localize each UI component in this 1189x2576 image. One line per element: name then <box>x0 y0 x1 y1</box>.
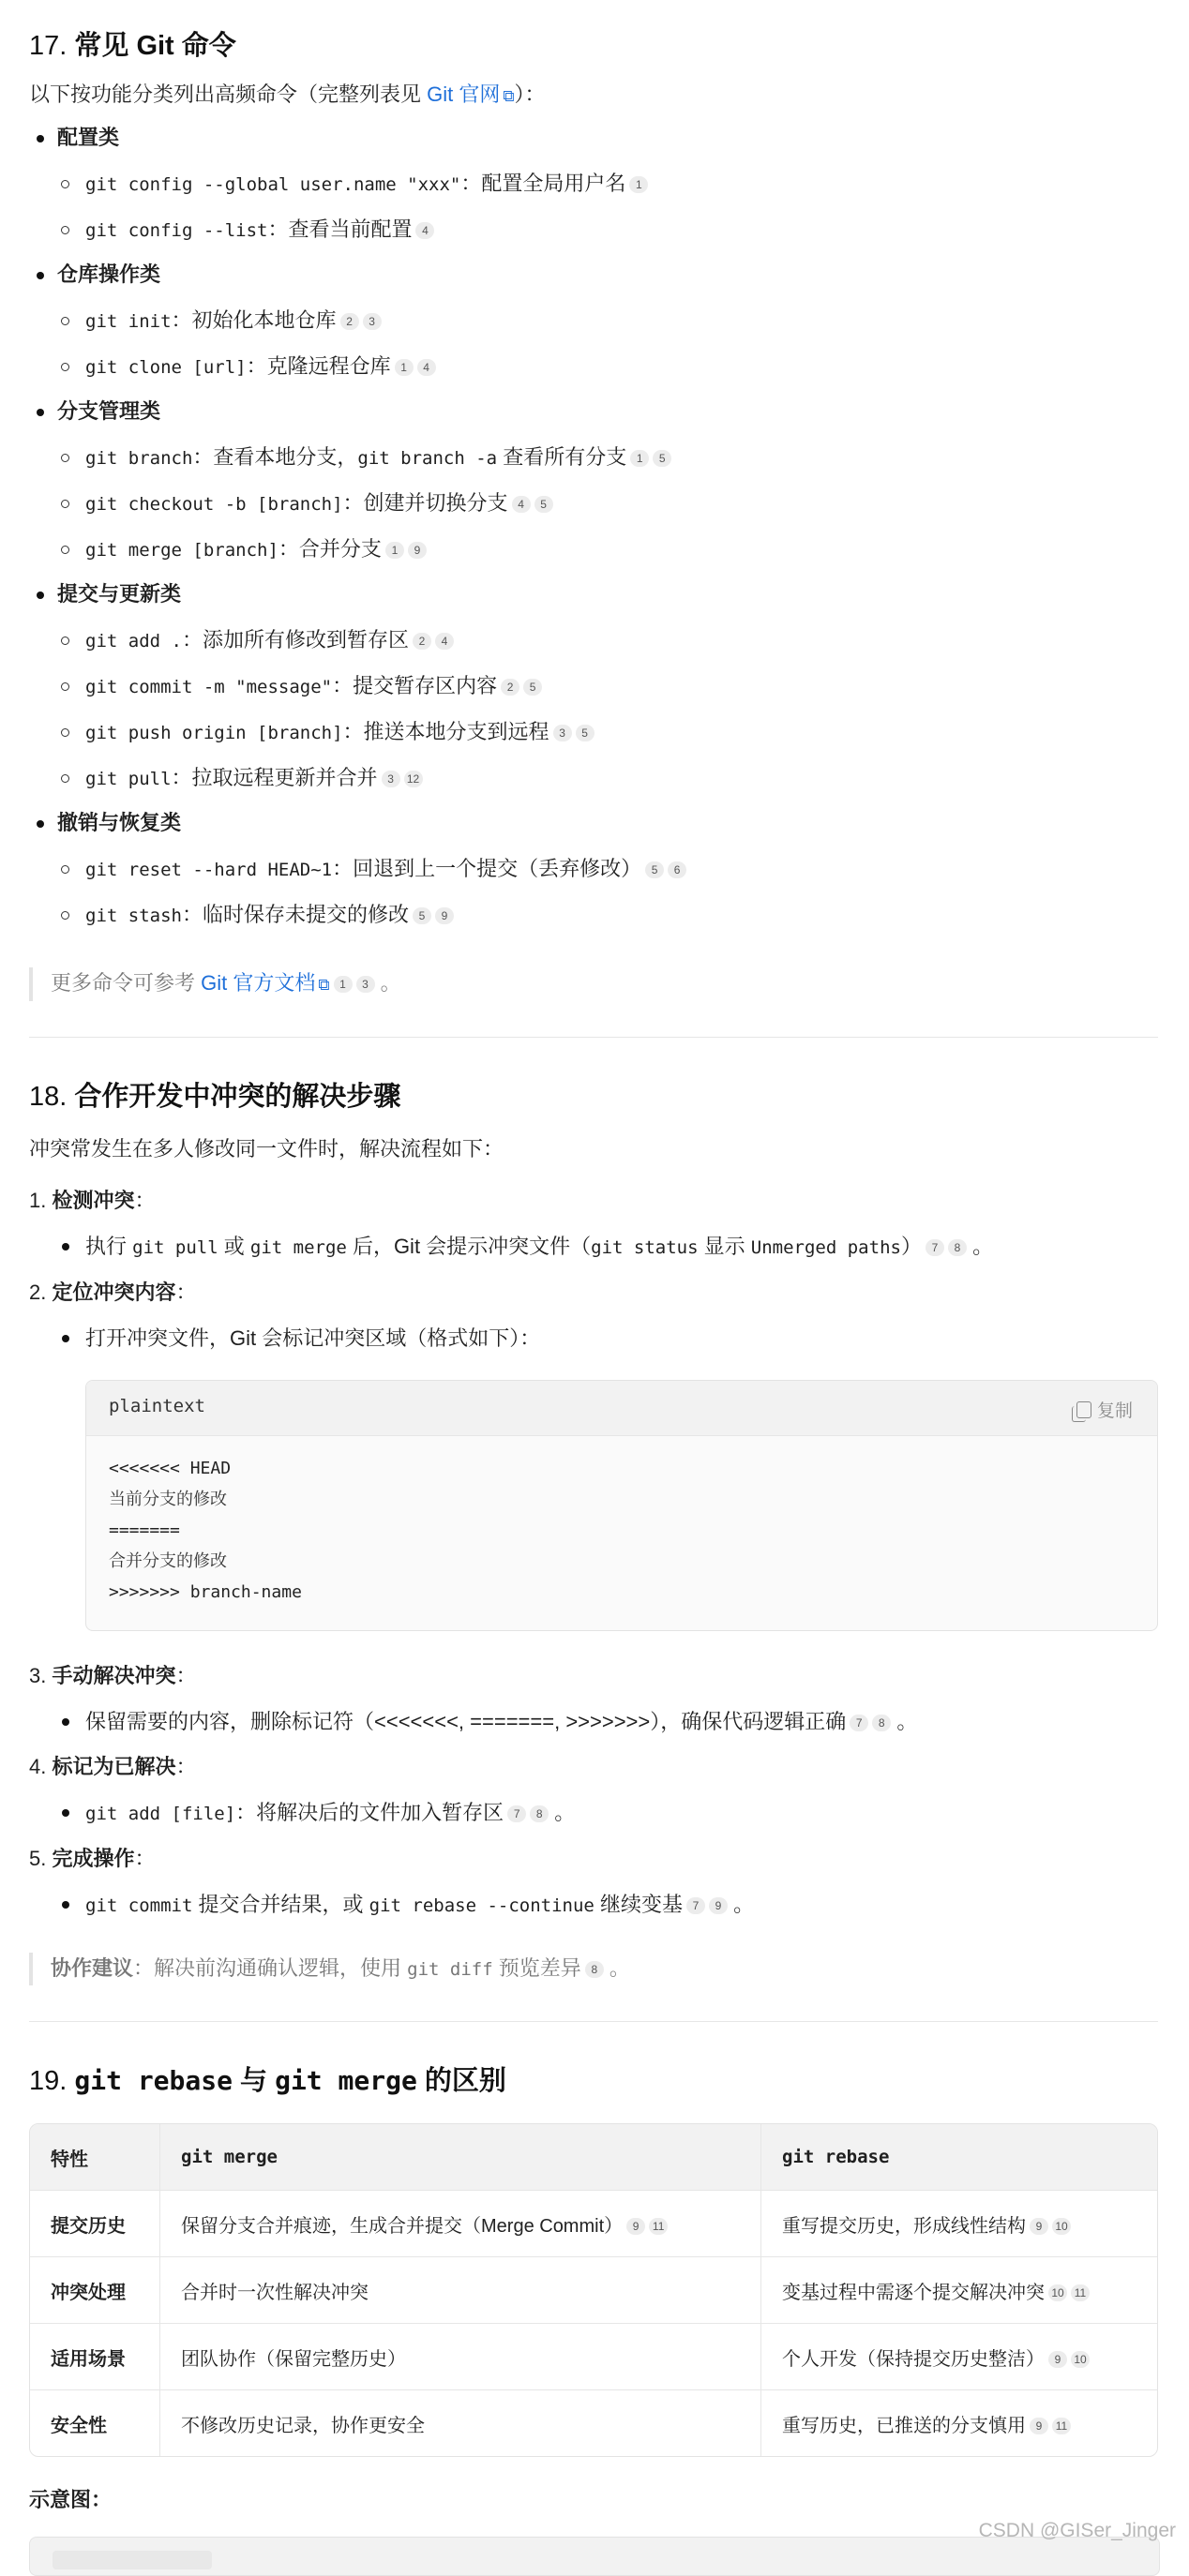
category-heading: 分支管理类 <box>29 397 160 427</box>
watermark: CSDN @GISer_Jinger <box>978 2520 1176 2541</box>
citation-badge[interactable]: 2 <box>501 679 519 696</box>
citation-badge[interactable]: 1 <box>385 542 404 559</box>
step-3-detail: 保留需要的内容，删除标记符（<<<<<<<, =======, >>>>>>>），确保代码逻辑正确 7 8 。 <box>29 1707 917 1737</box>
rebase-cell: 个人开发（保持提交历史整洁） 9 10 <box>760 2324 1157 2390</box>
category-heading: 提交与更新类 <box>29 579 181 609</box>
merge-cell: 不修改历史记录，协作更安全 <box>159 2390 760 2456</box>
feature-cell: 安全性 <box>51 2415 107 2436</box>
citation-badge[interactable]: 1 <box>630 450 649 467</box>
citation-badge[interactable]: 1 <box>334 976 353 993</box>
citation-badge[interactable]: 4 <box>512 496 531 513</box>
citation-badge[interactable]: 8 <box>530 1805 549 1822</box>
rebase-cell: 重写历史，已推送的分支慎用 9 11 <box>760 2390 1157 2456</box>
code-language-label: plaintext <box>109 1396 205 1416</box>
citation-badge[interactable]: 11 <box>1071 2284 1090 2301</box>
code-content <box>86 1436 1157 1625</box>
command-item: git checkout -b [branch]：创建并切换分支 4 5 <box>29 488 553 519</box>
citation-badge[interactable]: 1 <box>395 359 414 376</box>
command-item: git config --global user.name "xxx"：配置全局用户名 1 <box>29 169 648 200</box>
section-17-heading: 17. 常见 Git 命令 <box>29 31 236 61</box>
citation-badge[interactable]: 10 <box>1052 2218 1071 2235</box>
category-heading: 仓库操作类 <box>29 260 160 290</box>
command-item: git add .：添加所有修改到暂存区 2 4 <box>29 625 454 656</box>
code-block <box>85 1380 1158 1631</box>
command-item: git pull：拉取远程更新并合并 3 12 <box>29 763 423 794</box>
citation-badge[interactable]: 3 <box>553 725 572 741</box>
citation-badge[interactable]: 3 <box>382 771 400 787</box>
command-item: git merge [branch]：合并分支 1 9 <box>29 534 427 565</box>
merge-cell: 合并时一次性解决冲突 <box>159 2257 760 2324</box>
step-2-detail: 打开冲突文件，Git 会标记冲突区域（格式如下）： <box>29 1324 540 1354</box>
citation-badge[interactable]: 8 <box>872 1715 891 1731</box>
command-item: git push origin [branch]：推送本地分支到远程 3 5 <box>29 717 594 748</box>
citation-badge[interactable]: 8 <box>585 1961 604 1978</box>
citation-badge[interactable]: 9 <box>1048 2351 1067 2368</box>
external-link-icon: ⧉ <box>318 976 330 994</box>
table-row <box>30 2257 1157 2324</box>
feature-cell: 适用场景 <box>30 2324 159 2390</box>
table-row <box>30 2324 1157 2390</box>
citation-badge[interactable]: 10 <box>1048 2284 1067 2301</box>
command-item: git reset --hard HEAD~1：回退到上一个提交（丢弃修改） 5 6 <box>29 854 686 885</box>
git-website-link[interactable]: Git 官网 <box>427 82 501 106</box>
citation-badge[interactable]: 9 <box>709 1897 728 1914</box>
citation-badge[interactable]: 3 <box>356 976 375 993</box>
code-line: >>>>>>> branch-name <box>109 1582 302 1602</box>
citation-badge[interactable]: 6 <box>668 861 686 878</box>
citation-badge[interactable]: 7 <box>507 1805 526 1822</box>
citation-badge[interactable]: 5 <box>534 496 553 513</box>
step-5-detail: git commit 提交合并结果，或 git rebase --continue 继续变基 7 9 。 <box>29 1890 754 1921</box>
citation-badge[interactable]: 7 <box>926 1239 944 1256</box>
citation-badge[interactable]: 1 <box>629 176 648 193</box>
step-3-title: 3. 手动解决冲突： <box>29 1664 197 1687</box>
citation-badge[interactable]: 5 <box>413 907 431 924</box>
rebase-cell: 重写提交历史，形成线性结构 9 10 <box>760 2191 1157 2257</box>
step-1-title: 1. 检测冲突： <box>29 1189 156 1212</box>
citation-badge[interactable]: 9 <box>626 2218 645 2235</box>
citation-badge[interactable]: 11 <box>1052 2418 1071 2434</box>
git-docs-link[interactable]: Git 官方文档 <box>201 971 316 995</box>
citation-badge[interactable]: 2 <box>413 633 431 650</box>
divider <box>29 2021 1158 2022</box>
table-row <box>30 2191 1157 2257</box>
citation-badge[interactable]: 9 <box>1030 2418 1048 2434</box>
section-19-heading: 19. git rebase 与 git merge 的区别 <box>29 2065 506 2096</box>
code-line: ======= <box>109 1520 180 1540</box>
merge-cell: 保留分支合并痕迹，生成合并提交（Merge Commit） 9 11 <box>159 2191 760 2257</box>
divider <box>29 1037 1158 1038</box>
feature-cell: 提交历史 <box>30 2191 159 2257</box>
section-17-lead: 以下按功能分类列出高频命令（完整列表见 Git 官网 ⧉）： <box>29 80 546 112</box>
citation-badge[interactable]: 10 <box>1071 2351 1090 2368</box>
diagram-label: 示意图： <box>29 2488 113 2511</box>
rebase-cell: 变基过程中需逐个提交解决冲突 10 11 <box>760 2257 1157 2324</box>
command-item: git clone [url]：克隆远程仓库 1 4 <box>29 352 436 382</box>
citation-badge[interactable]: 4 <box>417 359 436 376</box>
step-4-detail: git add [file]：将解决后的文件加入暂存区 7 8 。 <box>29 1798 575 1829</box>
citation-badge[interactable]: 8 <box>948 1239 967 1256</box>
table-header-row <box>30 2124 1157 2191</box>
citation-badge[interactable]: 4 <box>435 633 454 650</box>
command-item: git commit -m "message"：提交暂存区内容 2 5 <box>29 671 542 702</box>
command-item: git branch：查看本地分支，git branch -a 查看所有分支 1 5 <box>29 442 671 473</box>
citation-badge[interactable]: 9 <box>435 907 454 924</box>
table-header-cell: 特性 <box>30 2124 159 2191</box>
step-4-title: 4. 标记为已解决： <box>29 1755 197 1778</box>
citation-badge[interactable]: 5 <box>576 725 594 741</box>
citation-badge[interactable]: 12 <box>404 771 423 787</box>
citation-badge[interactable]: 11 <box>649 2218 668 2235</box>
step-2-title: 2. 定位冲突内容： <box>29 1281 197 1304</box>
table-header-cell: git rebase <box>760 2124 1157 2191</box>
merge-cell: 团队协作（保留完整历史） <box>159 2324 760 2390</box>
more-commands-note: 更多命令可参考 Git 官方文档 ⧉ 1 3 。 <box>29 967 1158 1001</box>
code-block-header <box>86 1381 1157 1436</box>
command-item: git stash：临时保存未提交的修改 5 9 <box>29 900 454 931</box>
diagram-block <box>29 2537 1160 2576</box>
citation-badge[interactable]: 4 <box>415 222 434 239</box>
citation-badge[interactable]: 7 <box>686 1897 705 1914</box>
comparison-table <box>29 2123 1158 2457</box>
citation-badge[interactable]: 5 <box>653 450 671 467</box>
step-1-detail: 执行 git pull 或 git merge 后，Git 会提示冲突文件（git status 显示 Unmerged paths） 7 8 。 <box>29 1232 993 1263</box>
collaboration-tip: 协作建议：解决前沟通确认逻辑，使用 git diff 预览差异 8 。 <box>29 1953 1158 1985</box>
step-5-title: 5. 完成操作： <box>29 1847 156 1870</box>
category-heading: 配置类 <box>29 123 119 153</box>
code-line: 合并分支的修改 <box>109 1551 227 1571</box>
citation-badge[interactable]: 2 <box>340 313 359 330</box>
copy-icon <box>1076 1401 1091 1418</box>
citation-badge[interactable]: 5 <box>645 861 664 878</box>
citation-badge[interactable]: 7 <box>850 1715 868 1731</box>
external-link-icon: ⧉ <box>503 87 515 105</box>
feature-cell: 冲突处理 <box>30 2257 159 2324</box>
command-item: git config --list：查看当前配置 4 <box>29 215 434 246</box>
citation-badge[interactable]: 9 <box>1030 2218 1048 2235</box>
citation-badge[interactable]: 3 <box>363 313 382 330</box>
citation-badge[interactable]: 9 <box>408 542 427 559</box>
code-line: 当前分支的修改 <box>109 1490 227 1509</box>
category-heading: 撤销与恢复类 <box>29 808 181 838</box>
table-row <box>30 2390 1157 2456</box>
section-18-lead: 冲突常发生在多人修改同一文件时，解决流程如下： <box>29 1137 504 1161</box>
command-item: git init：初始化本地仓库 2 3 <box>29 306 382 337</box>
citation-badge[interactable]: 5 <box>523 679 542 696</box>
table-header-cell: git merge <box>159 2124 760 2191</box>
copy-button[interactable]: 复制 <box>1076 1397 1133 1422</box>
code-line: <<<<<<< HEAD <box>109 1459 232 1478</box>
section-18-heading: 18. 合作开发中冲突的解决步骤 <box>29 1082 401 1112</box>
